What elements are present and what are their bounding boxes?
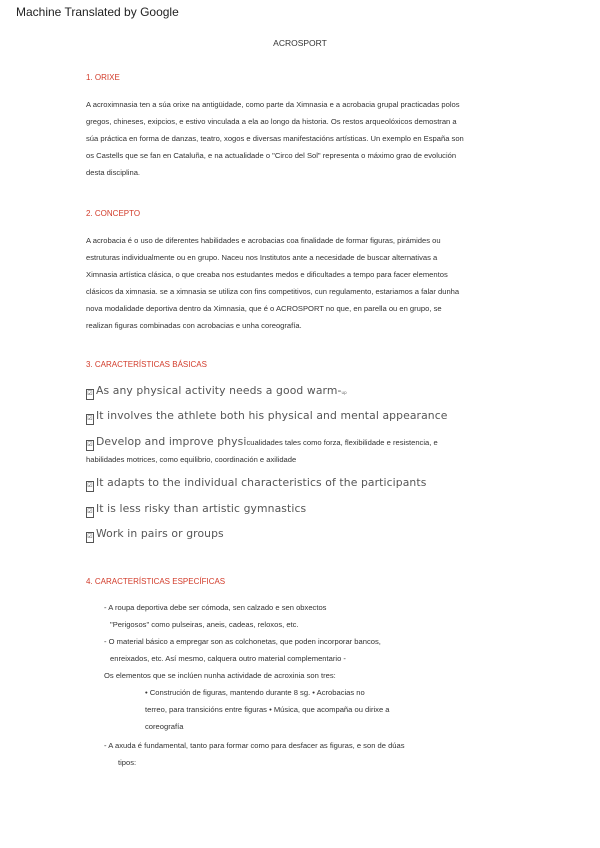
text-line: - O material básico a empregar son as colchonetas, que poden incorporar bancos,	[104, 637, 381, 646]
document-title: ACROSPORT	[273, 38, 327, 48]
text-line: Os elementos que se inclúen nunha actividade de acroxinia son tres:	[104, 671, 336, 680]
basic-characteristic-item	[86, 502, 306, 518]
paragraph-concept	[86, 232, 518, 334]
text-line: - A roupa deportiva debe ser cómoda, sen calzado e sen obxectos	[104, 603, 327, 612]
text-line: estruturas individualmente ou en grupo. Naceu nos Institutos ante a necesidade de buscar alternativas a	[86, 253, 438, 262]
text-line: realizan figuras combinadas con acrobacias e unha coreografía.	[86, 321, 302, 330]
item-text: Work in pairs or groups	[96, 527, 224, 540]
section-heading-specific: 4. CARACTERÍSTICAS ESPECÍFICAS	[86, 577, 226, 586]
text-line: tipos:	[118, 758, 137, 767]
basic-characteristic-item	[86, 409, 448, 425]
text-line: - A axuda é fundamental, tanto para formar como para desfacer as figuras, e son de dúas	[104, 741, 405, 750]
text-line: clásicos da ximnasia. se a ximnasia se utiliza con fins competitivos, cun regulamento, estariamos a falar dunha	[86, 287, 460, 296]
checkbox-icon: ☑	[86, 414, 94, 425]
text-line: gregos, chineses, exipcios, e estivo vinculada a ela ao longo da historia. Os restos arqueolóxicos demostran a	[86, 117, 457, 126]
section-heading-origin: 1. ORIXE	[86, 73, 120, 82]
checkbox-icon: ☑	[86, 481, 94, 492]
checkbox-icon: ☑	[86, 507, 94, 518]
text-line: nova modalidade deportiva dentro da Ximnasia, que é o ACROSPORT no que, en parella ou en grupo, se	[86, 304, 442, 313]
text-line: os Castells que se fan en Cataluña, e na actualidade o "Circo del Sol" representa o máximo grao de evolución	[86, 151, 457, 160]
machine-translation-banner: Machine Translated by Google	[16, 5, 179, 19]
item-text-tail: -	[337, 384, 342, 397]
checkbox-icon: ☑	[86, 440, 94, 451]
basic-characteristic-item	[86, 527, 224, 543]
item-text: As any physical activity needs a good warm	[96, 384, 338, 397]
checkbox-icon: ☑	[86, 532, 94, 543]
item-text-tiny: up	[341, 390, 347, 395]
paragraph-origin	[86, 96, 518, 181]
text-line: "Perigosos" como pulseiras, aneis, cadeas, reloxos, etc.	[110, 620, 299, 629]
checkbox-icon: ☑	[86, 389, 94, 400]
item-text: Develop and improve physi	[96, 435, 247, 448]
basic-characteristic-item	[86, 384, 347, 400]
section-heading-concept: 2. CONCEPTO	[86, 209, 141, 218]
text-line: A acroximnasia ten a súa orixe na antigüidade, como parte da Ximnasia e a acrobacia grupal practicadas polos	[86, 100, 460, 109]
item-text-tail: cualidades tales como forza, flexibilidade e resistencia, e	[246, 438, 438, 447]
text-line: A acrobacia é o uso de diferentes habilidades e acrobacias coa finalidade de formar figuras, pirámides ou	[86, 236, 441, 245]
section-heading-basic: 3. CARACTERÍSTICAS BÁSICAS	[86, 360, 207, 369]
basic-characteristic-item	[86, 476, 426, 492]
text-line: terreo, para transicións entre figuras • Música, que acompaña ou dirixe a	[145, 705, 390, 714]
text-line: Ximnasia artística clásica, o que creaba nos estudantes medos e dificultades a tempo para facer elementos	[86, 270, 448, 279]
text-line: • Construción de figuras, mantendo durante 8 sg. • Acrobacias no	[145, 688, 365, 697]
text-line: desta disciplina.	[86, 168, 141, 177]
basic-characteristic-item	[86, 435, 438, 451]
text-line: súa práctica en forma de danzas, teatro, xogos e diversas manifestacións artísticas. Un exemplo en España son	[86, 134, 464, 143]
basic-characteristic-continuation: habilidades motrices, como equilibrio, coordinación e axilidade	[86, 455, 297, 464]
text-line: coreografía	[145, 722, 184, 731]
item-text: It is less risky than artistic gymnastics	[96, 502, 307, 515]
text-line: enreixados, etc. Así mesmo, calquera outro material complementario -	[110, 654, 346, 663]
item-text: It adapts to the individual characteristics of the participants	[96, 476, 427, 489]
item-text: It involves the athlete both his physical and mental appearance	[96, 409, 448, 422]
